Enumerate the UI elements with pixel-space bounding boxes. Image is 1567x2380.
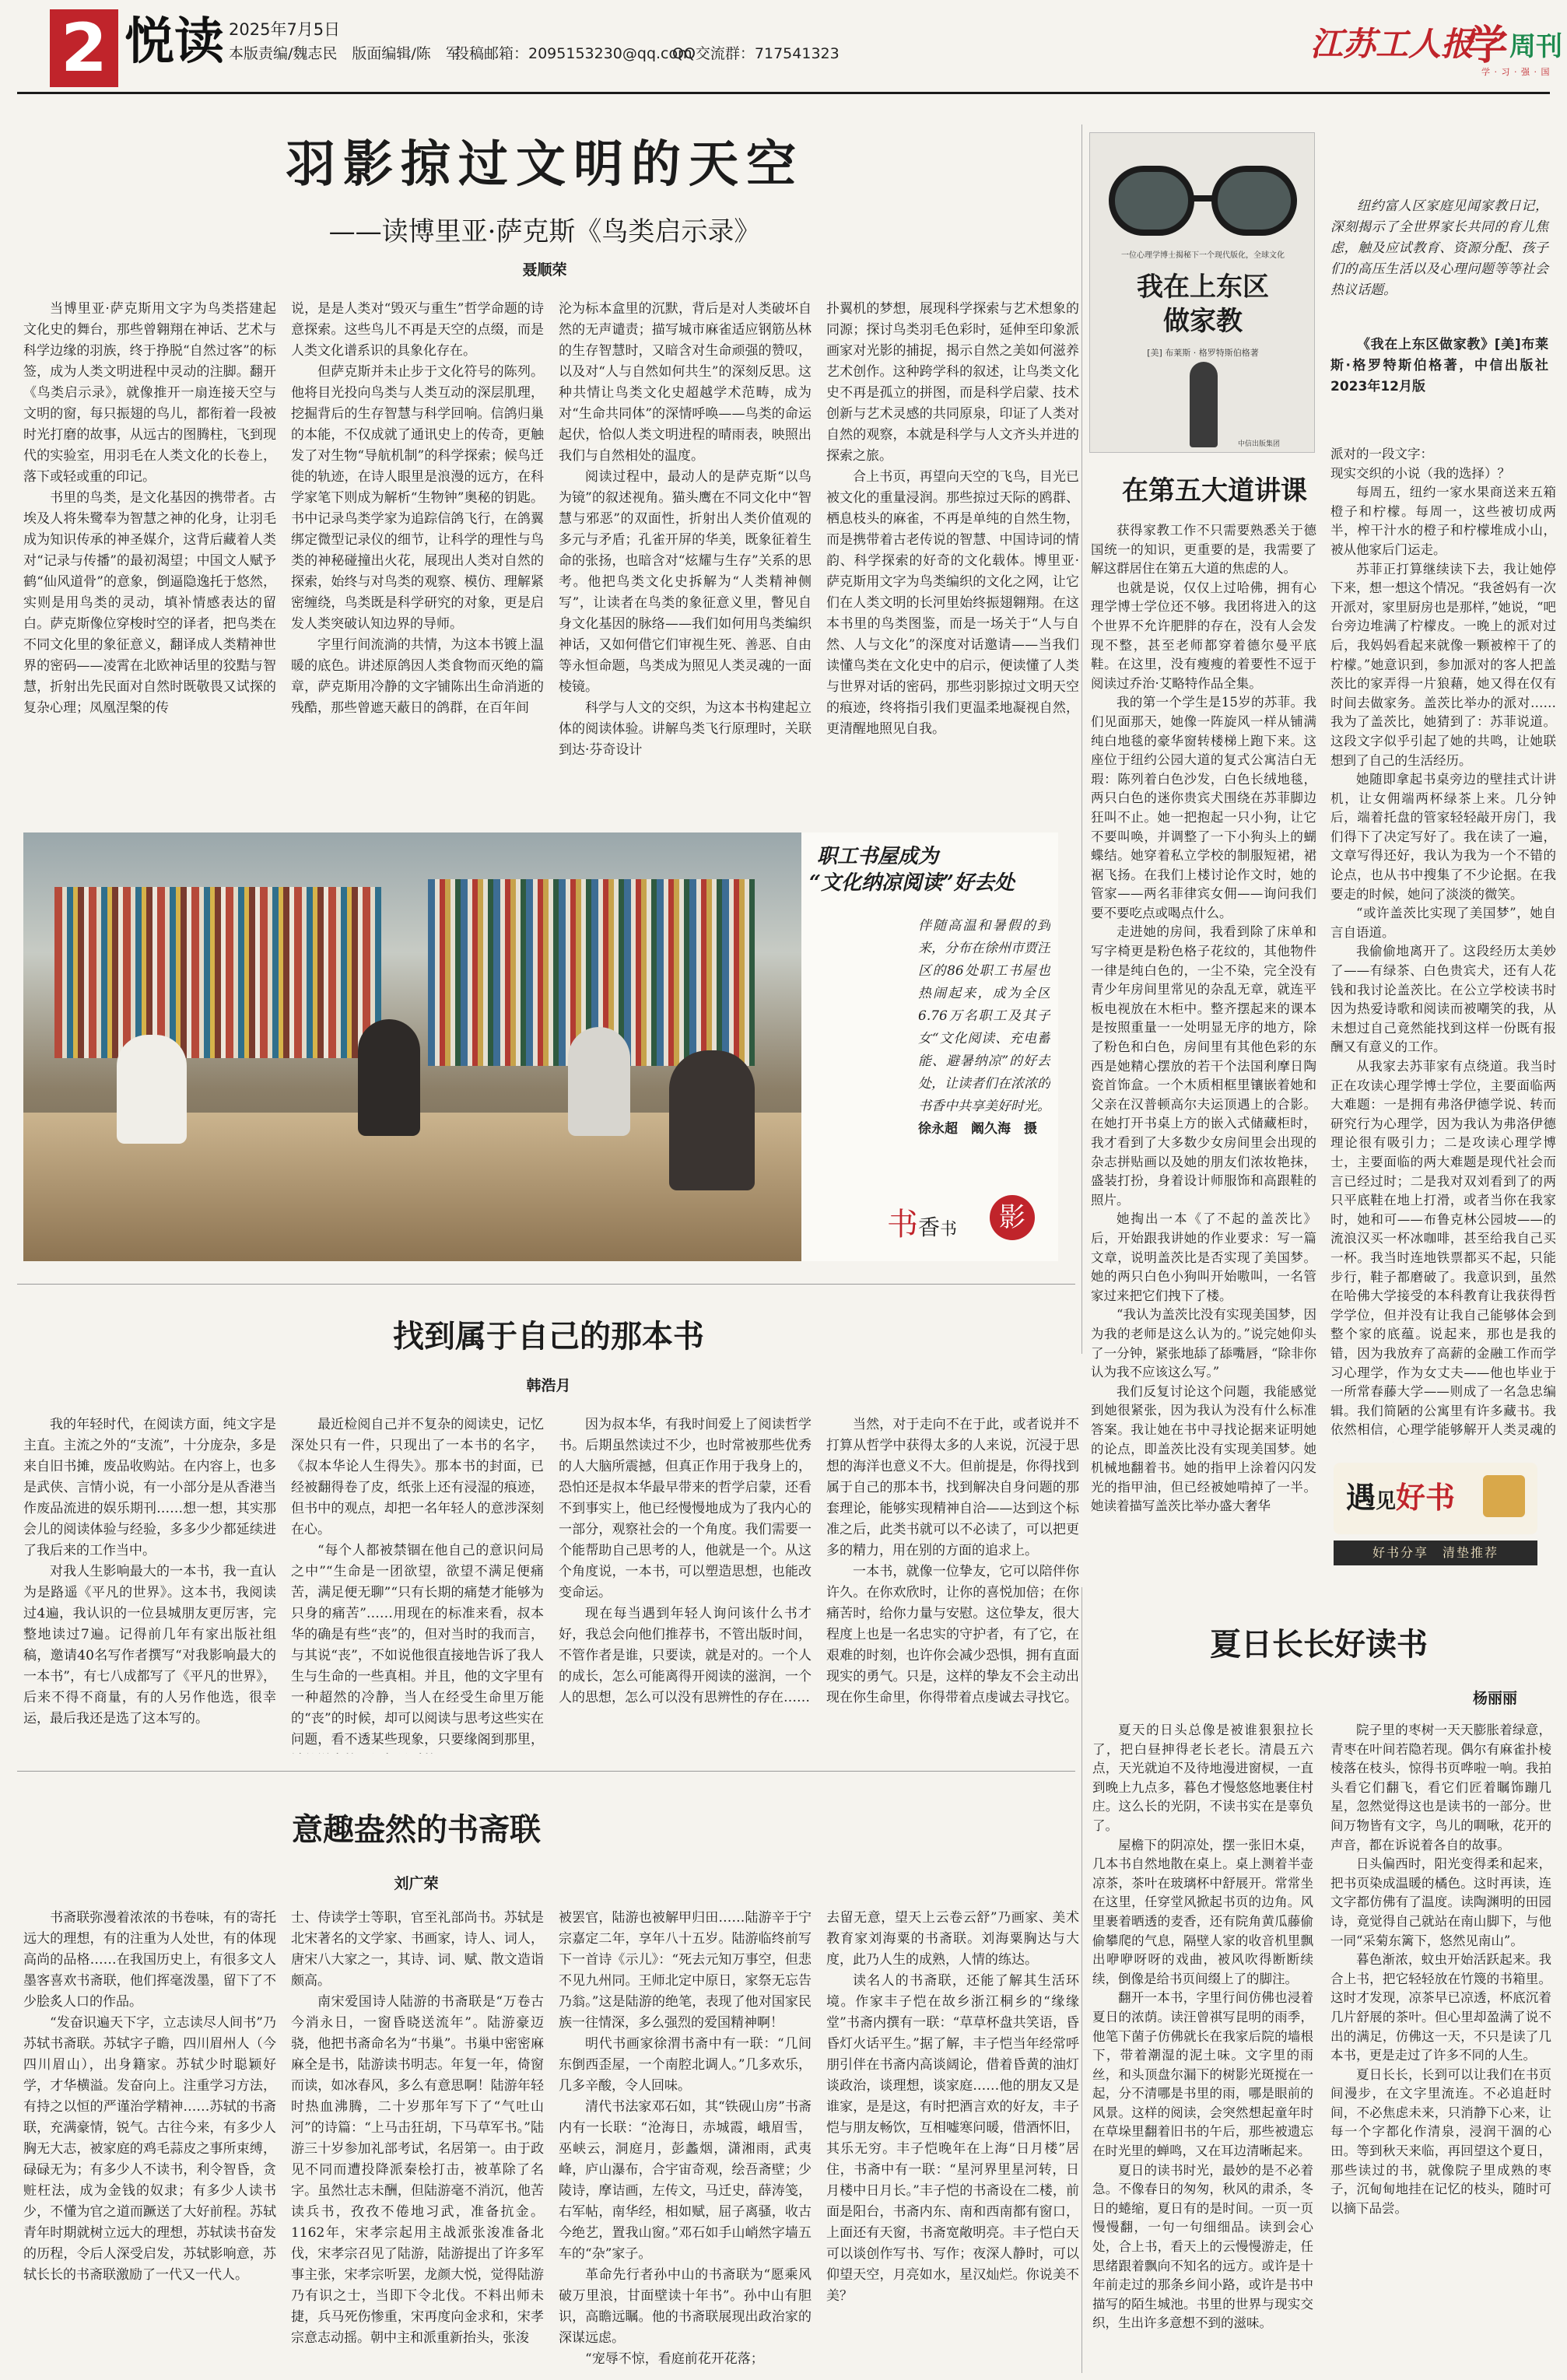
photo-caption: 伴随高温和暑假的到来，分布在徐州市贾汪区的86处职工书屋也热闹起来，成为全区6.76万名职工及其子女“文化阅读、充电蓄能、避暑纳凉”的好去处，让读者们在浓浓的书香中共享美好时光。 徐永超 阚久海 摄 — [918, 918, 1050, 1137]
cover-publisher: 中信出版集团 — [1238, 440, 1281, 448]
article-author: 杨丽丽 — [1472, 1690, 1517, 1707]
article-column: 当博里亚·萨克斯用文字为鸟类搭建起文化史的舞台，那些曾翱翔在神话、艺术与科学边缘的羽族，终于挣脱“自然过客”的标签，成为人类文明进程中灵动的注脚。翻开《鸟类启示录》，就像推开一扇连接天空与文明的窗，每只振翅的鸟儿，都衔着一段被时光打磨的故事，从远古的图腾柱，飞到现代的实验室，用羽毛在人类文化的长卷上，落下或轻或重的印记。 书里的鸟类，是文化基因的携带者。古埃及人将朱鹭奉为智慧之神的化身，让羽毛成为知识传承的神圣媒介，这背后藏着人类对“记录与传播”的最初渴望；中国文人赋予鹤“仙风道骨”的意象，倒逼隐逸托于悠然，实则是用鸟类的灵动，填补情感表达的留白。萨克斯像位穿梭时空的译者，把鸟类在不同文化里的象征意义，翻译成人类精神世界的密码——凌霄在北欧神话里的狡黠与智慧，折射出先民面对自然时既敬畏又试探的复杂心理；凤凰涅槃的传 — [23, 301, 276, 716]
glasses-bridge — [1191, 195, 1215, 202]
excerpt-column-left: 获得家教工作不只需要熟悉关于德国统一的知识，更重要的是，我需要了解这群居住在第五大道的焦虑的人。 也就是说，仅仅上过哈佛，拥有心理学博士学位还不够。我团将进入的这个世界不允许肥胖的存在，没有人会发现不整，甚至老师都穿着德尔曼平底鞋。在这里，没有瘦瘦的着要性不逗于阅读过乔治·艾略特作品全集。 我的第一个学生是15岁的苏菲。我们见面那天，她像一阵旋风一样从铺满纯白地毯的豪华窗转楼梯上跑下来。这座位于纽约公园大道的复式公寓洁白无瑕：陈列着白色沙发，白色长绒地毯，两只白色的迷你贵宾犬围绕在苏菲脚边狂叫不止。她一把抱起一只小狗，让它不要叫唤，并调整了一下小狗头上的蝴蝶结。她穿着私立学校的制服短裙，裙裾飞扬。在我们上楼讨论作文时，她的管家——两名菲律宾女佣——询问我们要不要吃点或喝点什么。 走进她的房间，我看到除了床单和写字椅更是粉色格子花纹的，其他物件一律是纯白色的，一尘不染，完全没有青少年房间里常见的杂乱无章，就连平板电视放在木柜中。整齐摆起来的课本是按照重量一一处明显无序的地方，除了粉色和白色，房间里有其他色彩的东西是她精心摆放的若干个法国利摩日陶瓷首饰盒。一个木质相框里镶嵌着她和父亲在汉普顿高尔夫运顶遇上的合影。在她打开书桌上方的嵌入式储藏柜时，我才看到了大多数少女房间里会出现的杂志拼贴画以及她的朋友们浓妆艳抹，盛装打扮，身着设计师服饰和高跟鞋的照片。 她掏出一本《了不起的盖茨比》后，开始跟我讲她的作业要求：写一篇文章，说明盖茨比是否实现了美国梦。她的两只白色小狗叫开始嗷叫，一名管家过来把它们拽下了楼。 “我认为盖茨比没有实现美国梦，因为我的老师是这么认为的。”说完她仰头了一分钟，紧张地舔了舔嘴唇，“除非你认为我不应该这么写。” 我们反复讨论这个问题，我能感觉到她很紧张，因为我认为没有什么标准答案。我让她在书中寻找论据来证明她的论点，即盖茨比没有实现美国梦。她机械地翻着书。她的指甲上涂着闪闪发光的指甲油，但已经被她啃掉了一半。她读着描写盖茨比举办盛大奢华 — [1091, 523, 1316, 1514]
article-column: 沦为标本盒里的沉默，背后是对人类破坏自然的无声谴责；描写城市麻雀适应钢筋丛林的生存智慧时，又暗含对生命顽强的赞叹，以及对“人与自然如何共生”的深刻反思。这种共情让鸟类文化史超越学术范畴，成为对“生命共同体”的深情呼唤——鸟类的命运起伏，恰似人类文明进程的晴雨表，映照出我们与自然相处的温度。 阅读过程中，最动人的是萨克斯“以鸟为镜”的叙述视角。猫头鹰在不同文化中“智慧与邪恶”的双面性，折射出人类价值观的多元与矛盾；孔雀开屏的华美，既象征着生命的张扬，也暗含对“炫耀与生存”关系的思考。他把鸟类文化史拆解为“人类精神侧写”，让读者在鸟类的象征意义里，瞥见自身文化基因的脉络——我们如何用鸟类编织神话，又如何借它们审视生死、善恶、自由等永恒命题，鸟类成为照见人类灵魂的一面棱镜。 科学与人文的交织，为这本书构建起立体的阅读体验。讲解鸟类飞行原理时，关联到达·芬奇设计 — [559, 301, 812, 758]
book-cover — [1089, 132, 1315, 453]
excerpt-intro: 派对的一段文字： — [1330, 447, 1433, 461]
article-column: 被罢官，陆游也被解甲归田……陆游辛于宁宗嘉定二年，享年八十五岁。陆游临终前写下一首诗《示儿》：“死去元知万事空，但悲不见九州同。王师北定中原日，家祭无忘告乃翁。”这是陆游的绝笔，表现了他对国家民族一往情深，多么强烈的爱国精神啊！ 明代书画家徐渭书斋中有一联：“几间东倒西歪屋，一个南腔北调人。”几多欢乐，几多辛酸，令人回味。 清代书法家邓石如，其“铁砚山房”书斋内有一长联：“沧海日，赤城霞，峨眉雪，巫峡云，洞庭月，彭蠡烟，潇湘雨，武夷峰，庐山瀑布，合宇宙奇观，绘吾斋壁；少陵诗，摩诘画，左传文，马迁史，薛涛笺，右军帖，南华经，相如赋，屈子离骚，收古今绝艺，置我山窗。”邓石如手山峭然字墙五车的“杂”家子。 革命先行者孙中山的书斋联为“愿乘风破万里浪，甘面壁读十年书”。孙中山有胆识，高瞻远瞩。他的书斋联展现出政治家的深谋远虑。 “宠辱不惊，看庭前花开花落； — [559, 1910, 812, 2367]
section-divider — [17, 1771, 1075, 1772]
editors: 本版责编/魏志民 版面编辑/陈 军 — [229, 45, 461, 62]
article-column: 因为叔本华，有我时间爱上了阅读哲学书。后期虽然读过不少，也时常被那些优秀的人大脑所震撼，但真正作用于我身上的，恐怕还是叔本华最早带来的哲学启蒙，还看不到事实上，他已经慢慢地成为了我内心的一部分，观察社会的一个角度。我们需要一个能帮助自己思考的人，他就是一个。从这个角度说，一本书，可以塑造思想，也能改变命运。 现在每当遇到年轻人询问该什么书才好，我总会向他们推荐书，不管出版时间，不管作者是谁，只要读，就是对的。一个人的成长，怎么可能离得开阅读的滋润，一个人的思想，怎么可以没有思辨性的存在…… — [559, 1417, 812, 1705]
excerpt-title: 在第五大道讲课 — [1122, 475, 1307, 506]
article-column: 我的年轻时代，在阅读方面，纯文字是主直。主流之外的“支流”，十分庞杂，多是来自旧书摊，废品收购站。在内容上，也多是武侠、言情小说，有一小部分是从香港当作废品流进的娱乐期刊……想一想，其实那会儿的阅读体验与经验，多多少少都延续进了我后来的工作当中。 对我人生影响最大的一本书，我一直认为是路遥《平凡的世界》。这本书，我阅读过4遍，我认识的一位县城朋友更厉害，完整地读过7遍。记得前几年有家出版社组稿，邀请40名写作者撰写“对我影响最大的一本书”，有七八成都写了《平凡的世界》，后来不得不商量，有的人另作他选，很幸运，最后我还是选了这本写的。 — [23, 1417, 276, 1726]
masthead — [0, 0, 1567, 93]
article-title: 夏日长长好读书 — [1210, 1626, 1428, 1663]
submission-email: 投稿邮箱：2095153230@qq.com — [454, 45, 692, 62]
logo-slogan: 好书分享 清垫推荐 — [1334, 1541, 1537, 1565]
section-divider — [17, 1284, 1075, 1285]
article-column: 夏天的日头总像是被谁狠狠拉长了，把白昼抻得老长老长。清晨五六点，天光就迫不及待地漫进窗棂，一直到晚上九点多，暮色才慢悠悠地裹住村庄。这么长的光阴，不读书实在是辜负了。 屋檐下的阴凉处，摆一张旧木桌，几本书自然地散在桌上。桌上测着半壶凉茶，茶叶在玻璃杯中舒展开。常常坐在这里，任穿堂风掀起书页的边角。风里裹着晒透的麦香，还有院角黄瓜藤偷偷攀爬的气息，隔壁人家的收音机里飘出咿咿呀呀的戏曲，被风吹得断断续续，倒像是给书页间缀上了的脚注。 翻开一本书，字里行间仿佛也浸着夏日的浓荫。读汪曾祺写昆明的雨季，他笔下菌子仿佛就长在我家后院的墙根下，带着潮湿的泥土味。文字里的雨丝，和头顶盘尔漏下的树影光斑搅在一起，分不清哪是书里的雨，哪是眼前的风景。这样的阅读，会突然想起童年时在草垛里翻着旧书的午后，那些被遗忘在时光里的蝉鸣，又在耳边清晰起来。 夏日的读书时光，最妙的是不必着急。不像春日的匆匆，秋风的肃杀，冬日的蜷缩，夏日有的是时间。一页一页慢慢翻，一句一句细细品。读到会心处，合上书，看天上的云慢慢游走，任思绪跟着飘向不知名的远方。或许是十年前走过的那条乡间小路，或许是书中描写的陌生城池。书里的世界与现实交织，生出许多意想不到的滋味。 — [1092, 1723, 1313, 2331]
bookshelf — [54, 887, 381, 1058]
section-label: 书香书 — [887, 1207, 958, 1243]
article-column: 最近检阅自己并不复杂的阅读史，记忆深处只有一件，只现出了一本书的名字，《叔本华论人生得失》。那本书的封面，已经被翻得卷了皮，纸张上还有浸湿的痕迹，但书中的观点，却把一名年轻人的意涉深刻在心。 “每个人都被禁锢在他自己的意识问局之中”“生命是一团欲望，欲望不满足便痛苦，满足便无聊”“只有长期的痛楚才能够为只身的痛苦”……用现在的标准来看，叔本华的确是有些“丧”的，但对当时的我而言，与其说“丧”，不如说他很直接地告诉了我人生与生命的一些真相。并且，他的文字里有一种超然的冷静，当人在经受生命里万能的“丧”的时候，却可以阅读与思考这些实在问题，看不透某些现象，只要缘阁到那里， — [291, 1417, 544, 1747]
photo-credit: 徐永超 阚久海 摄 — [918, 1121, 1037, 1137]
page-number: 2 — [50, 9, 118, 87]
logo-text: 遇见好书 — [1346, 1481, 1456, 1515]
photo-title: 职工书屋成为 “文化纳凉阅读”好去处 — [809, 845, 1015, 895]
ying-badge: 影 — [990, 1195, 1035, 1240]
reader-figure — [358, 1019, 420, 1136]
library-photo — [23, 832, 801, 1261]
reader-figure — [117, 1035, 187, 1144]
article-title: 找到属于自己的那本书 — [393, 1318, 704, 1355]
column-divider — [1081, 124, 1082, 1354]
article-column: 当然，对于走向不在于此，或者说并不打算从哲学中获得太多的人来说，沉浸于思想的海洋也意义不大。但前提是，你得找到属于自己的那本书，找到解决自身问题的那套理论，能够实现精神自洽——达到这个标准之后，此类书就可以不必读了，可以把更多的精力，用在别的方面的追求上。 一本书，就像一位挚友，它可以陪伴你许久。在你欢欣时，让你的喜悦加倍；在你痛苦时，给你力量与安慰。这位挚友，很大程度上也是一名忠实的守护者，有了它，在艰难的时刻，也许你会减少恐惧，拥有直面现实的勇气。只是，这样的挚友不会主动出现在你生命里，你得带着点虔诚去寻找它。 — [826, 1417, 1079, 1705]
glasses-icon — [1109, 166, 1194, 236]
cover-title: 我在上东区 做家教 — [1137, 272, 1269, 337]
article-subtitle: ——读博里亚·萨克斯《鸟类启示录》 — [328, 216, 761, 247]
glasses-icon — [1211, 166, 1297, 236]
cover-tagline: 一位心理学博士揭秘下一个现代版化，全球文化 — [1121, 251, 1285, 260]
article-title: 意趣盎然的书斋联 — [292, 1811, 541, 1848]
qq-group: QQ交流群：717541323 — [672, 45, 840, 62]
article-column: 说，是是人类对“毁灭与重生”哲学命题的诗意探索。这些鸟儿不再是天空的点缀，而是人类文化谱系识的具象化存在。 但萨克斯并未止步于文化符号的陈列。他将目光投向鸟类与人类互动的深层肌理，挖掘背后的生存智慧与科学回响。信鸽归巢的本能，不仅成就了通讯史上的传奇，更触发了对生物“导航机制”的科学探索；候鸟迁徙的轨迹，在诗人眼里是浪漫的远方，在科学家笔下则成为解析“生物钟”奥秘的钥匙。书中记录鸟类学家为追踪信鸽飞行，在鸽翼绑定微型记录仪的细节，让科学的理性与鸟类的神秘碰撞出火花，展现出人类对自然的探索，始终与对鸟类的观察、模仿、理解紧密缠绕，鸟类既是科学研究的对象，更是启发人类突破认知边界的导师。 字里行间流淌的共情，为这本书镀上温暖的底色。讲述原鸽因人类食物而灭绝的篇章，萨克斯用冷静的文字铺陈出生命消逝的残酷，那些曾遮天蔽日的鸽群，在百年间 — [291, 301, 544, 716]
article-column: 去留无意，望天上云卷云舒”乃画家、美术教育家刘海粟的书斋联。刘海粟胸达与大度，此乃人生的成熟，人情的练达。 读名人的书斋联，还能了解其生活环境。作家丰子恺在故乡浙江桐乡的“缘缘堂”书斋内撰有一联：“草草杯盘共笑语，昏昏灯火话平生。”据了解，丰子恺当年经常呼朋引伴在书斋内高谈阔论，借着昏黄的油灯谈政治，谈理想，谈家庭……他的朋友又是谁家，是是这，有时把酒言欢的好友，丰子恺与朋友畅饮，互相嘘寒问暖，借酒怀旧，其乐无穷。丰子恺晚年在上海“日月楼”居住，书斋中有一联：“星河界里星河转，日月楼中日月长。”丰子恺的书斋设在二楼，前面是阳台，书斋内东、南和西南都有窗口，上面还有天窗，书斋宽敞明亮。丰子恺白天可以谈创作写书、写作；夜深人静时，可以仰望天空，月亮如水，星汉灿烂。你说美不美？ — [826, 1910, 1079, 2304]
article-column: 院子里的枣树一天天膨胀着绿意，青枣在叶间若隐若现。偶尔有麻雀扑棱棱落在枝头，惊得书页哗啦一响。我拍头看它们翻飞，看它们匠着瞩饰蹦几星，忽然觉得这也是读书的一部分。世间万物皆有文字，鸟儿的啁啾，花开的声音，都在诉说着各自的故事。 日头偏西时，阳光变得柔和起来，把书页染成温暖的橘色。这时再读，连文字都仿佛有了温度。读陶渊明的田园诗，竟觉得自己就站在南山脚下，与他一同“采菊东篱下，悠然见南山”。 暮色渐浓，蚊虫开始活跃起来。我合上书，把它轻轻放在竹篾的书箱里。这时才发现，凉茶早已凉透，杯底沉着几片舒展的茶叶。但心里却盈满了说不出的满足，仿佛这一天，不只是读了几本书，更是走过了许多不同的人生。 夏日长长，长到可以让我们在书页间漫步，在文字里流连。不必追赶时间，不必焦虑未来，只消静下心来，让每一个字都化作清泉，浸润干涸的心田。等到秋天来临，再回望这个夏日，那些读过的书，就像院子里成熟的枣子，沉甸甸地挂在记忆的枝头，随时可以摘下品尝。 — [1330, 1723, 1551, 2216]
yujian-haoshu-logo — [1330, 1463, 1541, 1572]
book-intro: 纽约富人区家庭见闻家教日记，深刻揭示了全世界家长共同的育儿焦虑，触及应试教育、资源分配、孩子们的高压生活以及心理问题等等社会热议话题。 — [1330, 198, 1548, 298]
book-info: 《我在上东区做家教》[美]布莱斯·格罗特斯伯格著，中信出版社2023年12月版 — [1330, 337, 1548, 394]
header-rule — [17, 92, 1550, 94]
reader-figure — [568, 1027, 630, 1136]
article-author: 刘广荣 — [394, 1875, 439, 1892]
brand-xue: 学 — [1467, 23, 1509, 69]
article-author: 韩浩月 — [526, 1377, 571, 1394]
article-title: 羽影掠过文明的天空 — [286, 135, 804, 194]
weekly-badge: 周刊 — [1509, 31, 1562, 62]
reader-figure — [669, 1050, 755, 1190]
article-column: 士、侍读学士等职，官至礼部尚书。苏轼是北宋著名的文学家、书画家，诗人、词人，唐宋八大家之一，其诗、词、赋、散文造诣颇高。 南宋爱国诗人陆游的书斋联是“万卷古今消永日，一窗昏晓送流年”。陆游豪迈骁，他把书斋命名为“书巢”。书巢中密密麻麻全是书，陆游读书明志。年复一年，倚窗而读，如冰春风，多么有意思啊！陆游年轻时热血沸腾，二十岁那年写下了“气吐山河”的诗篇：“上马击狂胡，下马草军书。”陆游三十岁参加礼部考试，名居第一。由于政见不同而遭投降派秦桧打击，被革除了名字。虽然壮志未酬，但陆游毫不消沉，他苦读兵书，孜孜不倦地习武，准备抗金。1162年，宋孝宗起用主战派张浚准备北伐，宋孝宗召见了陆游，陆游提出了许多军事主张，宋孝宗听罢，龙颜大悦，觉得陆游乃有识之士，当即下令北伐。不料出师未捷，兵马死伤惨重，宋再度向金求和，宋孝宗意志动摇。朝中主和派重新抬头，张浚 — [291, 1910, 544, 2346]
article-column: 书斋联弥漫着浓浓的书卷味，有的寄托远大的理想，有的注重为人处世，有的体现高尚的品格……在我国历史上，有很多文人墨客喜欢书斋联，他们挥毫泼墨，留下了不少脍炙人口的作品。 “发奋识遍天下字，立志读尽人间书”乃苏轼书斋联。苏轼字子瞻，四川眉州人（今四川眉山），出身籍家。苏轼少时聪颖好学，才华横溢。发奋向上。注重学习方法，有持之以恒的严谨治学精神……苏轼的书斋联，充满豪情，锐气。古往今来，有多少人胸无大志，被家庭的鸡毛蒜皮之事所束缚，碌碌无为；有多少人不读书，利令智昏，贪赃枉法，成为金钱的奴隶；有多少人读书少，不懂为官之道而蹶送了大好前程。苏轼青年时期就树立远大的理想，苏轼读书奋发的历程，令后人深受启发，苏轼影响意，苏轼长长的书斋联激励了一代又一代人。 — [23, 1910, 276, 2283]
article-author: 聂顺荣 — [522, 261, 567, 279]
column-divider — [1081, 1587, 1082, 2373]
article-column: 扑翼机的梦想，展现科学探索与艺术想象的同源；探讨鸟类羽毛色彩时，延伸至印象派画家对光影的捕捉，揭示自然之美如何滋养艺术创作。这种跨学科的叙述，让鸟类文化史不再是孤立的拼图，而是科学启蒙、技术创新与艺术灵感的共同原泉，印证了人类对自然的观察，本就是科学与人文齐头并进的探索之旅。 合上书页，再望向天空的飞鸟，目光已被文化的重量浸润。那些掠过天际的鸥群、栖息枝头的麻雀，不再是单纯的自然生物，而是携带着古老传说的智慧、中国诗词的情韵、科学探索的好奇的文化载体。博里亚·萨克斯用文字为鸟类编织的文化之网，让它们在人类文明的长河里始终振翅翱翔。在这本书里的鸟类图鉴，而是一场关于“人与自然、人与文化”的深度对话邀请——当我们读懂鸟类在文化史中的启示，便读懂了人类与世界对话的密码，那些羽影掠过文明天空的痕迹，终将指引我们更温柔地凝视自然，更清醒地照见自我。 — [826, 301, 1079, 737]
brand-tagline: 学 · 习 · 强 · 国 — [1481, 67, 1551, 77]
section-name: 悦读 — [124, 13, 224, 71]
issue-date: 2025年7月5日 — [229, 20, 341, 39]
excerpt-column-right: 派对的一段文字： 现实交织的小说（我的选择）？ 每周五，纽约一家水果商送来五箱橙子和柠檬。每周一，这些被切成两半，榨干汁水的橙子和柠檬堆成小山，被从他家后门运走。 苏菲正打算继续读下去，我让她停下来，想一想这个情况。“我爸妈有一次开派对，家里厨房也是那样，”她说，“吧台旁边堆满了柠檬皮。一晚上的派对过后，我妈妈看起来就像一颗被榨干了的柠檬。”她意识到，参加派对的客人把盖茨比的家弄得一片狼藉，她又得在仅有时间去做家务。盖茨比举办的派对……我为了盖茨比，她猜到了：苏菲说道。这段文字似乎引起了她的共鸣，让她联想到了自己的生活经历。 她随即拿起书桌旁边的壁挂式计讲机，让女佣端两杯绿茶上来。几分钟后，端着托盘的管家轻轻敲开房门，我们得下了决定写好了。我在读了一遍，文章写得还好，我认为我为一个不错的论点，也从书中搜集了不少论据。在我要走的时候，她问了淡淡的微笑。 “或许盖茨比实现了美国梦”，她自言自语道。 我偷偷地离开了。这段经历太美妙了——有绿茶、白色贵宾犬，还有人花钱和我讨论盖茨比。在公立学校读书时因为热爱诗歌和阅读而被嘲笑的我，从未想过自己竟然能找到这样一份既有报酬又有意义的工作。 从我家去苏菲家有点绕道。我当时正在攻读心理学博士学位，主要面临两大难题：一是拥有弗洛伊德学说、转而研究行为心理学，因为我认为弗洛伊德理论很有吸引力；二是攻读心理学博士，主要面临的两大难题是现代社会而言已经过时；二是我对双刘看到了的两只平底鞋在地上打滑，或者当你在我家时，她和可——布鲁克林公园坡——的流浪汉买一杯冰咖啡，甚至给我自己买一杯。我当时连地铁票都买不起，只能步行，鞋子都磨破了。我意识到，虽然在哈佛大学接受的本科教育让我获得哲学学位，但并没有让我自己能够体会到整个家的底蕴。说起来，那也是我的错，因为我放弃了高薪的金融工作而学习心理学，作为女丈夫——他也毕业于一所常春藤大学——则成了一名急忠编辑。我们简陋的公寓里有许多藏书。我依然相信，心理学能够解开人类灵魂的 — [1330, 447, 1556, 1438]
cover-illustration — [1190, 362, 1218, 447]
newspaper-logo: 江苏工人报 — [1310, 25, 1474, 63]
cover-author: [美] 布莱斯 · 格罗特斯伯格著 — [1147, 348, 1259, 358]
book-icon — [1483, 1475, 1525, 1517]
